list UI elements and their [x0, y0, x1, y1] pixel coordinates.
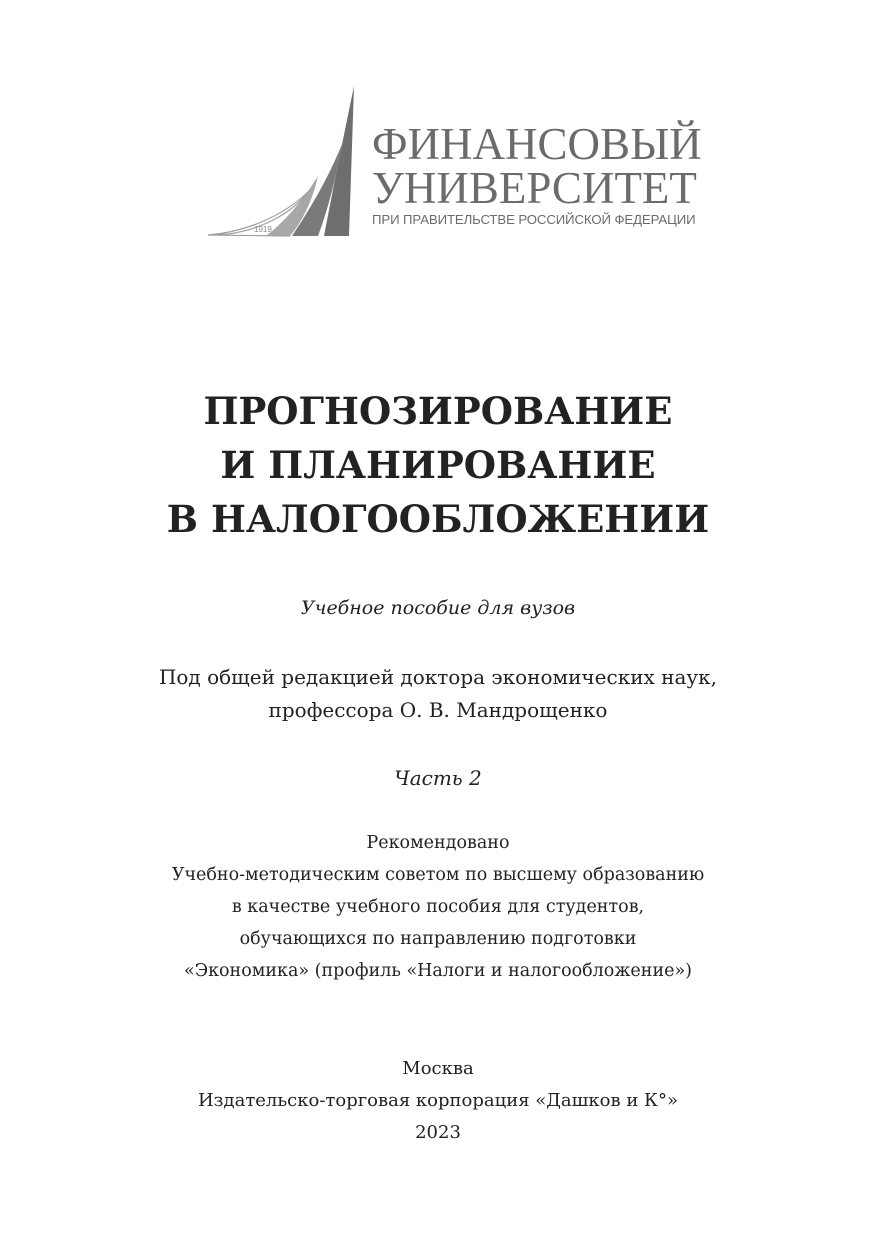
editor-credit [0, 661, 876, 727]
logo-name-line-1: ФИНАНСОВЫЙ [372, 119, 702, 169]
university-emblem-icon [206, 84, 366, 244]
recommendation-line-1: Рекомендовано [366, 833, 510, 853]
title-line-2: И ПЛАНИРОВАНИЕ [220, 443, 656, 487]
founding-year-text: 1919 [254, 225, 272, 234]
recommendation-line-4: обучающихся по направлению подготовки [239, 929, 637, 949]
logo-name-line-2: УНИВЕРСИТЕТ [372, 163, 697, 213]
editor-line-2: профессора О. В. Мандрощенко [268, 698, 608, 722]
university-logo [206, 84, 706, 244]
publisher-city: Москва [402, 1058, 474, 1079]
book-title [0, 384, 876, 546]
recommendation-block [0, 827, 876, 987]
book-subtitle: Учебное пособие для вузов [300, 597, 576, 619]
recommendation-line-5: «Экономика» (профиль «Налоги и налогообложение») [183, 961, 692, 981]
title-line-3: В НАЛОГООБЛОЖЕНИИ [166, 497, 710, 541]
title-line-1: ПРОГНОЗИРОВАНИЕ [203, 389, 673, 433]
recommendation-line-3: в качестве учебного пособия для студентов, [231, 897, 645, 917]
publisher-name: Издательско-торговая корпорация «Дашков и К°» [197, 1090, 678, 1111]
recommendation-line-2: Учебно-методическим советом по высшему образованию [171, 865, 705, 885]
volume-part: Часть 2 [394, 766, 482, 790]
logo-tagline: ПРИ ПРАВИТЕЛЬСТВЕ РОССИЙСКОЙ ФЕДЕРАЦИИ [372, 212, 696, 227]
publication-year: 2023 [415, 1122, 461, 1143]
publisher-block [0, 1053, 876, 1149]
university-name [372, 119, 712, 229]
editor-line-1: Под общей редакцией доктора экономических наук, [158, 665, 718, 689]
